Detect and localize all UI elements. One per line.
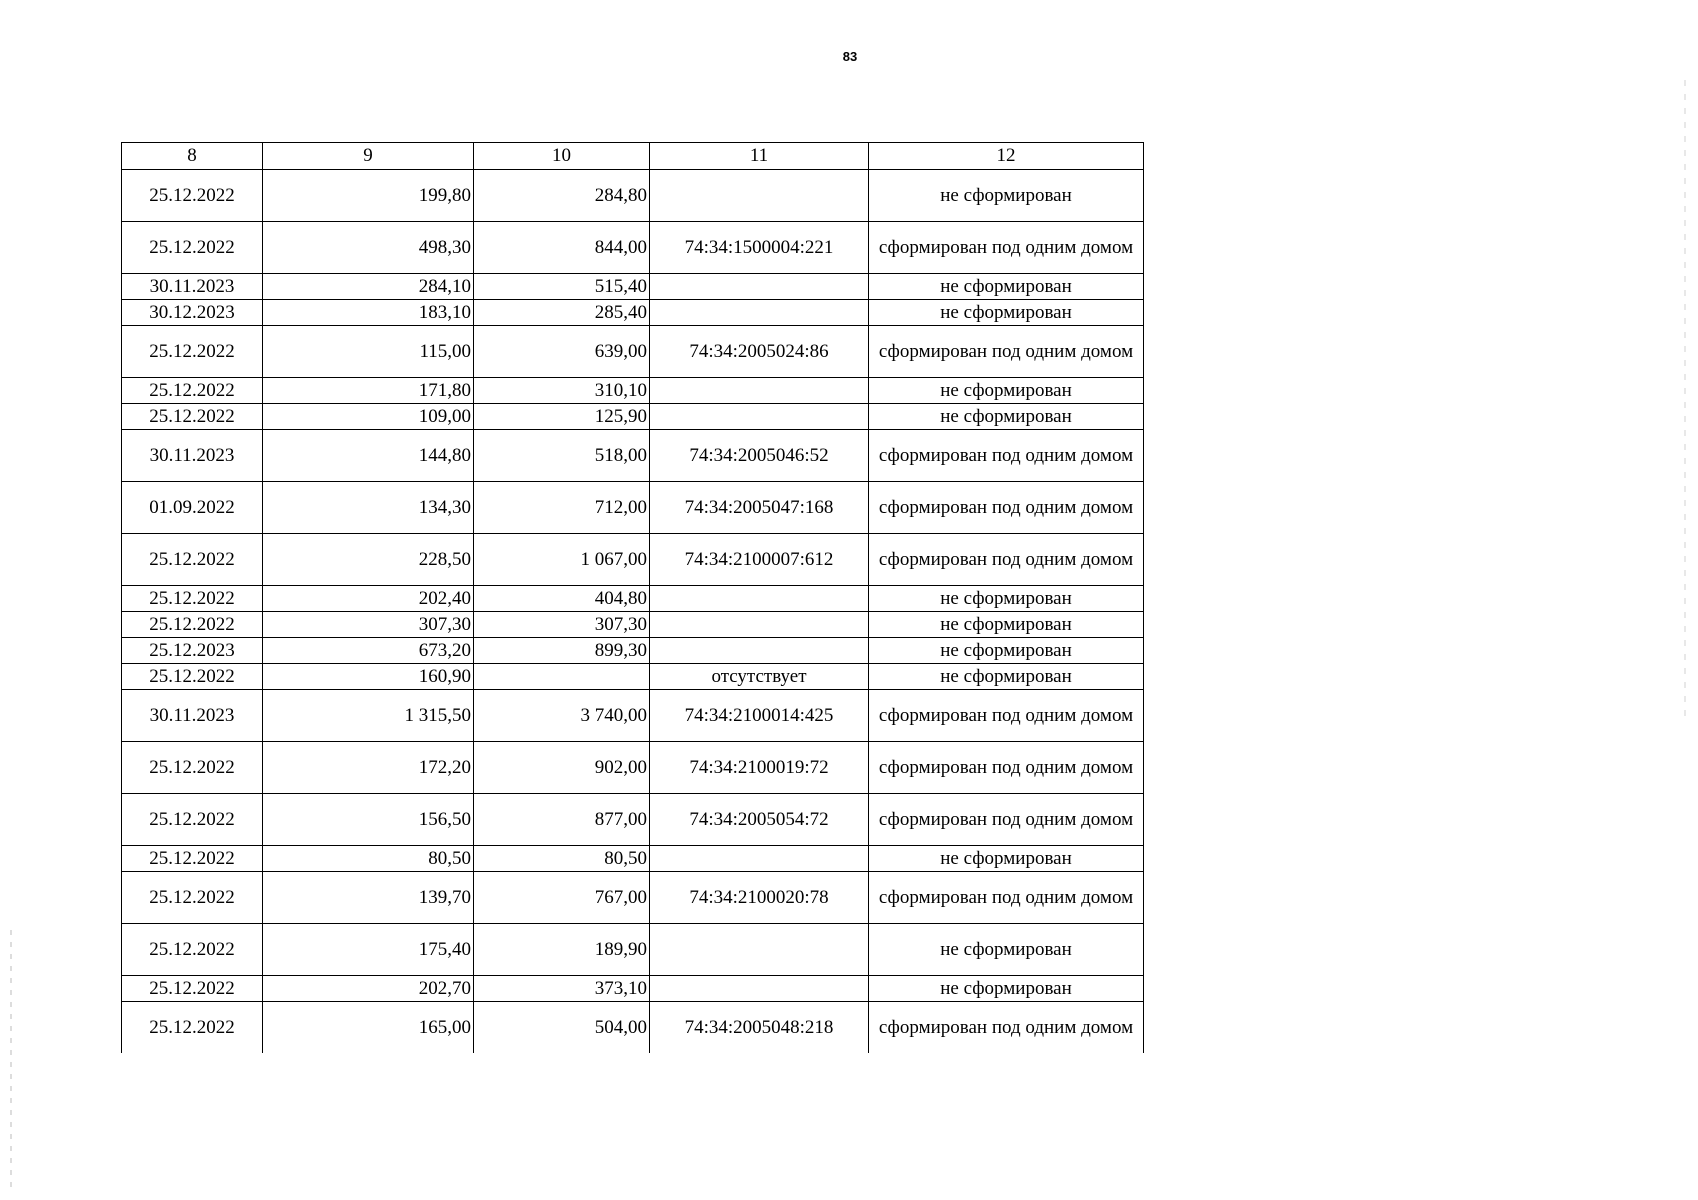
cell-cadastral-number — [650, 378, 869, 404]
cell-col-9: 144,80 — [263, 430, 474, 482]
cell-date: 25.12.2022 — [122, 664, 263, 690]
cell-cadastral-number: 74:34:2005024:86 — [650, 326, 869, 378]
cell-status: сформирован под одним домом — [869, 742, 1144, 794]
cell-date: 25.12.2022 — [122, 794, 263, 846]
register-table — [121, 142, 1144, 1053]
cell-col-10: 639,00 — [474, 326, 650, 378]
cell-col-10: 504,00 — [474, 1002, 650, 1054]
cell-col-10: 902,00 — [474, 742, 650, 794]
cell-status: не сформирован — [869, 612, 1144, 638]
cell-date: 30.12.2023 — [122, 300, 263, 326]
table-row — [122, 742, 1144, 794]
cell-col-10: 877,00 — [474, 794, 650, 846]
cell-status: не сформирован — [869, 924, 1144, 976]
cell-cadastral-number: 74:34:1500004:221 — [650, 222, 869, 274]
table-row — [122, 664, 1144, 690]
cell-status: сформирован под одним домом — [869, 872, 1144, 924]
cell-date: 25.12.2022 — [122, 976, 263, 1002]
cell-col-9: 498,30 — [263, 222, 474, 274]
table-row — [122, 794, 1144, 846]
cell-date: 25.12.2022 — [122, 404, 263, 430]
cell-status: сформирован под одним домом — [869, 222, 1144, 274]
cell-col-9: 307,30 — [263, 612, 474, 638]
cell-cadastral-number: отсутствует — [650, 664, 869, 690]
cell-col-10: 899,30 — [474, 638, 650, 664]
page-number: 83 — [842, 49, 858, 64]
cell-date: 30.11.2023 — [122, 430, 263, 482]
table-body — [122, 170, 1144, 1054]
cell-cadastral-number — [650, 300, 869, 326]
table-row — [122, 924, 1144, 976]
cell-col-9: 139,70 — [263, 872, 474, 924]
cell-date: 25.12.2022 — [122, 534, 263, 586]
cell-cadastral-number — [650, 924, 869, 976]
cell-cadastral-number — [650, 612, 869, 638]
cell-status: не сформирован — [869, 586, 1144, 612]
cell-col-10: 189,90 — [474, 924, 650, 976]
cell-cadastral-number — [650, 638, 869, 664]
cell-status: не сформирован — [869, 976, 1144, 1002]
cell-status: сформирован под одним домом — [869, 534, 1144, 586]
cell-col-10 — [474, 664, 650, 690]
cell-date: 25.12.2022 — [122, 326, 263, 378]
column-header-12: 12 — [869, 143, 1144, 170]
table-row — [122, 872, 1144, 924]
cell-status: не сформирован — [869, 274, 1144, 300]
cell-col-9: 175,40 — [263, 924, 474, 976]
cell-status: сформирован под одним домом — [869, 326, 1144, 378]
cell-status: не сформирован — [869, 846, 1144, 872]
cell-date: 25.12.2022 — [122, 222, 263, 274]
cell-col-10: 80,50 — [474, 846, 650, 872]
table-row — [122, 170, 1144, 222]
cell-status: сформирован под одним домом — [869, 690, 1144, 742]
cell-date: 30.11.2023 — [122, 274, 263, 300]
cell-col-9: 134,30 — [263, 482, 474, 534]
cell-date: 25.12.2022 — [122, 742, 263, 794]
cell-col-10: 125,90 — [474, 404, 650, 430]
cell-col-9: 228,50 — [263, 534, 474, 586]
cell-status: не сформирован — [869, 378, 1144, 404]
cell-date: 25.12.2022 — [122, 846, 263, 872]
cell-status: сформирован под одним домом — [869, 794, 1144, 846]
cell-col-10: 307,30 — [474, 612, 650, 638]
table-row — [122, 326, 1144, 378]
cell-col-9: 109,00 — [263, 404, 474, 430]
table-row — [122, 404, 1144, 430]
cell-date: 25.12.2022 — [122, 924, 263, 976]
table-row — [122, 586, 1144, 612]
cell-col-9: 115,00 — [263, 326, 474, 378]
cell-col-9: 171,80 — [263, 378, 474, 404]
cell-col-9: 199,80 — [263, 170, 474, 222]
cell-col-10: 3 740,00 — [474, 690, 650, 742]
cell-status: сформирован под одним домом — [869, 482, 1144, 534]
column-header-9: 9 — [263, 143, 474, 170]
table-row — [122, 1002, 1144, 1054]
cell-status: не сформирован — [869, 664, 1144, 690]
cell-col-9: 156,50 — [263, 794, 474, 846]
cell-status: не сформирован — [869, 404, 1144, 430]
cell-cadastral-number: 74:34:2005046:52 — [650, 430, 869, 482]
cell-cadastral-number: 74:34:2100007:612 — [650, 534, 869, 586]
table-row — [122, 274, 1144, 300]
cell-cadastral-number — [650, 586, 869, 612]
cell-date: 25.12.2022 — [122, 872, 263, 924]
cell-cadastral-number — [650, 404, 869, 430]
cell-cadastral-number — [650, 976, 869, 1002]
cell-col-10: 310,10 — [474, 378, 650, 404]
cell-date: 25.12.2022 — [122, 586, 263, 612]
cell-date: 25.12.2022 — [122, 612, 263, 638]
cell-col-10: 404,80 — [474, 586, 650, 612]
cell-cadastral-number: 74:34:2100014:425 — [650, 690, 869, 742]
cell-status: сформирован под одним домом — [869, 430, 1144, 482]
column-header-11: 11 — [650, 143, 869, 170]
cell-col-10: 373,10 — [474, 976, 650, 1002]
table-row — [122, 638, 1144, 664]
cell-date: 25.12.2022 — [122, 378, 263, 404]
cell-col-10: 518,00 — [474, 430, 650, 482]
cell-cadastral-number: 74:34:2005047:168 — [650, 482, 869, 534]
cell-col-10: 712,00 — [474, 482, 650, 534]
cell-status: не сформирован — [869, 638, 1144, 664]
cell-col-9: 165,00 — [263, 1002, 474, 1054]
cell-status: сформирован под одним домом — [869, 1002, 1144, 1054]
cell-col-9: 1 315,50 — [263, 690, 474, 742]
cell-col-10: 767,00 — [474, 872, 650, 924]
cell-col-9: 284,10 — [263, 274, 474, 300]
header-row — [122, 143, 1144, 170]
table-row — [122, 846, 1144, 872]
cell-cadastral-number: 74:34:2005054:72 — [650, 794, 869, 846]
cell-col-9: 160,90 — [263, 664, 474, 690]
cell-col-9: 172,20 — [263, 742, 474, 794]
table-row — [122, 690, 1144, 742]
cell-cadastral-number: 74:34:2100019:72 — [650, 742, 869, 794]
cell-col-9: 80,50 — [263, 846, 474, 872]
table-row — [122, 612, 1144, 638]
cell-cadastral-number — [650, 170, 869, 222]
cell-col-10: 285,40 — [474, 300, 650, 326]
cell-cadastral-number — [650, 846, 869, 872]
table-row — [122, 976, 1144, 1002]
cell-col-10: 844,00 — [474, 222, 650, 274]
cell-col-10: 284,80 — [474, 170, 650, 222]
cell-status: не сформирован — [869, 300, 1144, 326]
scan-edge-mark-left — [10, 930, 12, 1190]
table-row — [122, 300, 1144, 326]
cell-col-10: 515,40 — [474, 274, 650, 300]
cell-cadastral-number: 74:34:2005048:218 — [650, 1002, 869, 1054]
column-header-8: 8 — [122, 143, 263, 170]
table-row — [122, 534, 1144, 586]
cell-status: не сформирован — [869, 170, 1144, 222]
table-row — [122, 482, 1144, 534]
table-header — [122, 143, 1144, 170]
cell-date: 25.12.2022 — [122, 170, 263, 222]
cell-col-9: 673,20 — [263, 638, 474, 664]
cell-col-9: 183,10 — [263, 300, 474, 326]
scan-edge-mark — [1684, 80, 1686, 720]
cell-col-9: 202,70 — [263, 976, 474, 1002]
table-row — [122, 222, 1144, 274]
table-row — [122, 378, 1144, 404]
cell-col-9: 202,40 — [263, 586, 474, 612]
cell-date: 30.11.2023 — [122, 690, 263, 742]
table-row — [122, 430, 1144, 482]
cell-date: 25.12.2023 — [122, 638, 263, 664]
column-header-10: 10 — [474, 143, 650, 170]
cell-date: 25.12.2022 — [122, 1002, 263, 1054]
cell-col-10: 1 067,00 — [474, 534, 650, 586]
cell-cadastral-number: 74:34:2100020:78 — [650, 872, 869, 924]
cell-date: 01.09.2022 — [122, 482, 263, 534]
cell-cadastral-number — [650, 274, 869, 300]
